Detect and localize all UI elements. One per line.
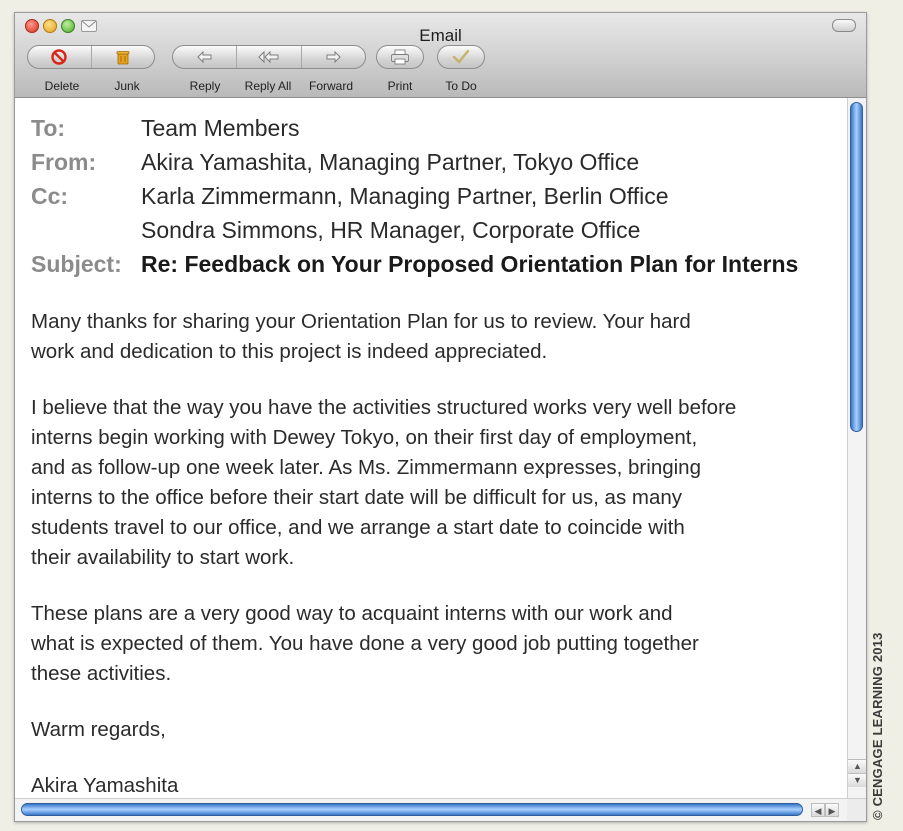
body-line: interns to the office before their start date will be difficult for us, as many [31,486,683,509]
to-label: To: [31,115,66,141]
email-window [14,12,867,822]
reply-button[interactable] [173,46,236,68]
closing-line: Warm regards, [31,718,166,741]
todo-label: To Do [445,79,477,93]
cc-value-1: Karla Zimmermann, Managing Partner, Berlin Office [141,183,669,209]
body-line: I believe that the way you have the activities structured works very well before [31,396,737,419]
body-line: what is expected of them. You have done a very good job putting together [31,632,699,655]
subject-value: Re: Feedback on Your Proposed Orientation Plan for Interns [141,251,799,277]
todo-button[interactable] [438,46,484,68]
body-line: these activities. [31,662,172,685]
from-value: Akira Yamashita, Managing Partner, Tokyo Office [141,149,640,175]
body-line: interns begin working with Dewey Tokyo, on their first day of employment, [31,426,698,449]
reply-forward-group [172,45,366,69]
signature-line: Akira Yamashita [31,774,179,797]
checkmark-icon [452,49,470,65]
horizontal-scroll-thumb[interactable] [21,803,803,816]
body-paragraph-2 [31,393,847,573]
delete-button[interactable] [28,46,91,68]
print-label: Print [387,79,413,93]
vertical-scroll-thumb[interactable] [850,102,863,432]
vertical-scrollbar[interactable] [847,98,867,798]
to-value: Team Members [141,115,300,141]
horizontal-scrollbar[interactable] [15,798,866,822]
delete-junk-group [27,45,155,69]
body-line: and as follow-up one week later. As Ms. Zimmermann expresses, bringing [31,456,701,479]
reply-all-arrow-icon [257,50,281,64]
reply-arrow-icon [196,50,214,64]
scroll-up-arrow-icon[interactable]: ▲ [848,759,867,773]
copyright-notice: © CENGAGE LEARNING 2013 [870,632,885,820]
todo-group [437,45,485,69]
scroll-down-arrow-icon[interactable]: ▼ [848,773,867,787]
cc-label: Cc: [31,183,69,209]
body-line: work and dedication to this project is indeed appreciated. [31,340,548,363]
forward-arrow-icon [324,50,342,64]
scroll-right-arrow-icon[interactable]: ▶ [825,803,839,817]
body-line: Many thanks for sharing your Orientation Plan for us to review. Your hard [31,310,691,333]
reply-all-label: Reply All [244,79,292,93]
toolbar-toggle-button[interactable] [832,19,856,32]
print-group [376,45,424,69]
printer-icon [390,49,410,65]
body-paragraph-3 [31,599,847,689]
forward-button[interactable] [301,46,365,68]
body-line: students travel to our office, and we arrange a start date to coincide with [31,516,685,539]
resize-handle[interactable] [847,799,866,822]
no-entry-icon [51,49,67,65]
body-line: their availability to start work. [31,546,295,569]
junk-button[interactable] [91,46,154,68]
from-label: From: [31,149,97,175]
scroll-left-arrow-icon[interactable]: ◀ [811,803,825,817]
reply-all-button[interactable] [236,46,300,68]
junk-label: Junk [114,79,140,93]
message-content [15,98,847,798]
cc-value-2: Sondra Simmons, HR Manager, Corporate Office [141,217,641,243]
reply-label: Reply [189,79,221,93]
window-title: Email [419,26,462,45]
body-line: These plans are a very good way to acquaint interns with our work and [31,602,673,625]
subject-label: Subject: [31,251,122,277]
forward-label: Forward [308,79,353,93]
body-paragraph-1 [31,307,847,367]
print-button[interactable] [377,46,423,68]
trash-bin-icon [115,49,131,65]
toolbar [15,13,866,98]
delete-label: Delete [44,79,80,93]
